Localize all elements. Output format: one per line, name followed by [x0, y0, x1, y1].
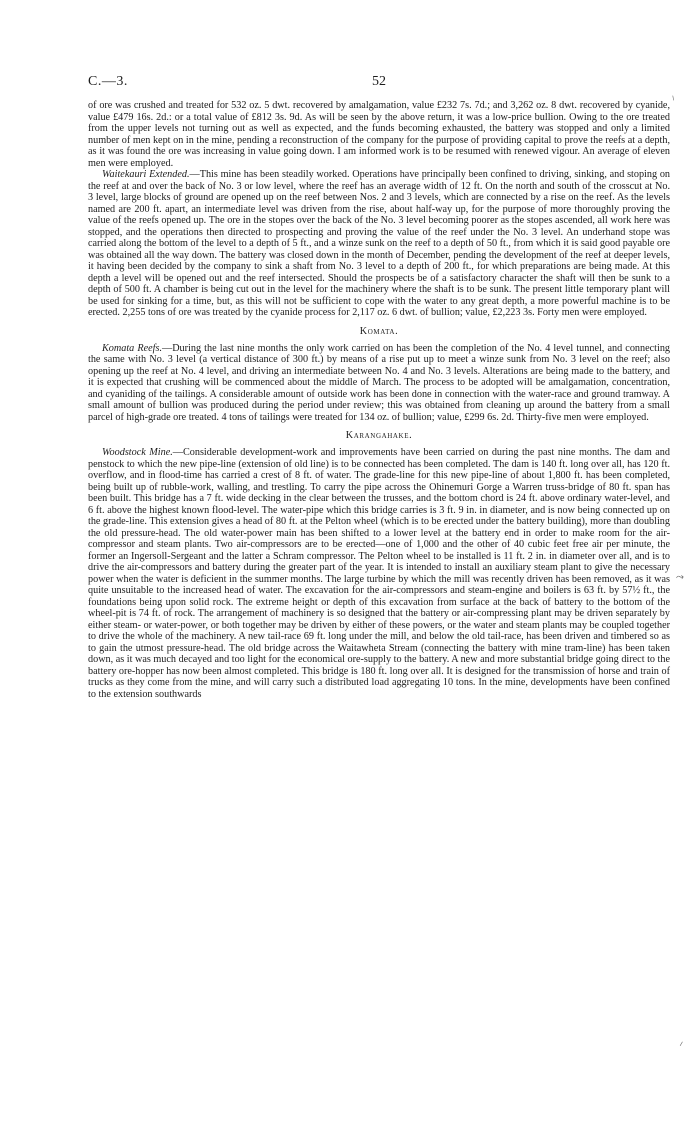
paragraph-komata-reefs	[88, 343, 670, 424]
section-heading-karangahake: Karangahake.	[345, 430, 413, 441]
mine-name-woodstock: Woodstock Mine.	[102, 447, 173, 458]
page-number: 52	[372, 74, 386, 89]
paragraph-woodstock-mine	[88, 447, 670, 700]
paragraph-continuation: of ore was crushed and treated for 532 oz. 5 dwt. recovered by amalgamation, value £232 7s. 7d.; and 3,262 oz. 8 dwt. recovered by cyanide, value £479 16s. 2d.: or a total value of £812 3s. 9d. As will be seen by the above return, it was a low-price bullion. Owing to the ore treated from the upper levels not turning out as well as expected, and the funds becoming exhausted, the battery was stopped and only a limited number of men kept on in the mine, pending a reconstruction of the company for the purpose of providing capital to prove the reefs at a depth, as it was found the ore was increasing in value going down. I am informed work is to be resumed with renewed vigour. An average of eleven men were employed.	[88, 100, 670, 169]
report-code: C.—3.	[88, 74, 128, 89]
margin-scribble-top: ⸌	[666, 94, 677, 107]
mine-name-komata-reefs: Komata Reefs.	[102, 342, 162, 354]
page-header	[88, 74, 670, 100]
paragraph-waitekauri-body: —This mine has been steadily worked. Operations have principally been confined to driving, sinking, and stoping on the reef at and over the back of No. 3 or low level, where the reef has an average width of 12 ft. On the north and south of the crosscut at No. 3 level, large blocks of ground are opened up on the reef between Nos. 2 and 3 levels, which are connected by a rise on the reef. As the levels named are 200 ft. apart, an intermediate level was driven from the rise, about half-way up, for the purpose of more thoroughly proving the value of the reefs opened up. The ore in the stopes over the back of the No. 3 level becoming poorer as the stopes ascended, all work here was stopped, and the operations then directed to prospecting and proving the value of the reef under the No. 3 level. An underhand stope was carried along the bottom of the level to a depth of 5 ft., and a winze sunk on the reef to a depth of 50 ft., from which it is said good payable ore was obtained all the way down. The battery was closed down in the month of December, pending the development of the reef at deeper levels, it having been decided by the company to sink a shaft from No. 3 level to a depth of 200 ft., for which preparations are being made. At this depth a level will be opened out and the reef intersected. Should the prospects be of a satisfactory character the shaft will then be sunk to a depth of 500 ft. A chamber is being cut out in the level for the machinery where the shaft is to be sunk. The present little temporary plant will be used for sinking for a time, but, as this will not be sufficient to cope with the water to any great depth, a more powerful machine is to be erected. 2,255 tons of ore was treated by the cyanide process for 2,117 oz. 6 dwt. of bullion; value, £2,223 3s. Forty men were employed.	[88, 169, 671, 318]
paragraph-komata-body: —During the last nine months the only work carried on has been the completion of the No. 4 level tunnel, and connecting the same with No. 3 level (a vertical distance of 300 ft.) by means of a rise put up to meet a winze sunk from No. 3 level on the reef; also opening up the reef at No. 4 level, and driving an intermediate between No. 4 and No. 3 levels. Alterations are being made to the battery, and it is expected that crushing will be commenced about the middle of March. The process to be adopted will be amalgamation, concentration, and cyaniding of the tailings. A considerable amount of outside work has been done in connection with the water-race and ground tramway. A small amount of bullion was produced during the period under review; this was obtained from cleaning up around the battery from a small parcel of high-grade ore treated. 4 tons of tailings were treated for 134 oz. of bullion; value, £299 6s. 2d. Thirty-five men were employed.	[88, 342, 671, 423]
paragraph-woodstock-body: —Considerable development-work and improvements have been carried on during the past nine months. The dam and penstock to which the new pipe-line (extension of old line) is to be connected has been completed. The dam is 140 ft. long over all, has 120 ft. overflow, and in flood-time has carried a crest of 8 ft. of water. The grade-line for this new pipe-line of about 1,800 ft. has been completed, being built up of rubble-work, walling, and trestling. To carry the pipe across the Ohinemuri Gorge a Warren truss-bridge of 80 ft. span has been built. This bridge has a 7 ft. wide decking in the clear between the trusses, and the bottom chord is 24 ft. above ordinary water-level, and 6 ft. above the highest known flood-level. The water-pipe which this bridge carries is 3 ft. 9 in. in diameter, and is now being connected up on the grade-line. This extension gives a head of 80 ft. at the Pelton wheel (which is to be erected under the battery building), more than doubling the old pressure-head. The old water-power main has been shifted to a lower level at the battery end in order to make room for the air-compressor and steam plants. Two air-compressors are to be erected—one of 1,000 and the other of 40 cubic feet free air per minute, the former an Ingersoll-Sergeant and the latter a Schram compressor. The Pelton wheel to be installed is 11 ft. 2 in. in diameter over all, and is to drive the air-compressors and battery during the greater part of the year. It is intended to install an auxiliary steam plant to give the necessary power when the water is deficient in the summer months. The large turbine by which the mill was recently driven has been removed, as it was quite unsuitable to the increased head of water. The excavation for the air-compressors and steam-engine and boilers is 63 ft. by 57½ ft., the foundations being upon solid rock. The extreme height or depth of this excavation from surface at the back of battery to the bottom of the wheel-pit is 74 ft. of rock. The arrangement of machinery is so designed that the battery or air-compressing plant may be driven separately by either steam- or water-power, or both together may be driven by either of these powers, or the water and steam plants may be coupled together to drive the whole of the machinery. A new tail-race 69 ft. long under the mill, and below the old tail-race, has been driven and timbered so as to gain the utmost pressure-head. The old bridge across the Waitawheta Stream (connecting the battery with mine tram-line) has been taken down, as it was much decayed and too light for the economical ore-supply to the battery. A new and more substantial bridge going direct to the battery ore-hopper has now been almost completed. This bridge is 180 ft. long over all. It is designed for the transmission of horse and train of trucks as they come from the mine, and will carry such a distributed load aggregating 10 tons. In the mine, developments have been confined to the extension southwards	[88, 447, 670, 700]
margin-scribble-middle: ⤳	[675, 571, 685, 584]
mine-name-waitekauri-extended: Waitekauri Extended.	[102, 169, 190, 180]
section-heading-komata: Komata.	[359, 325, 399, 337]
document-page	[88, 74, 670, 700]
margin-scribble-bottom: ⸝	[677, 1036, 685, 1049]
paragraph-waitekauri-extended	[88, 169, 670, 319]
